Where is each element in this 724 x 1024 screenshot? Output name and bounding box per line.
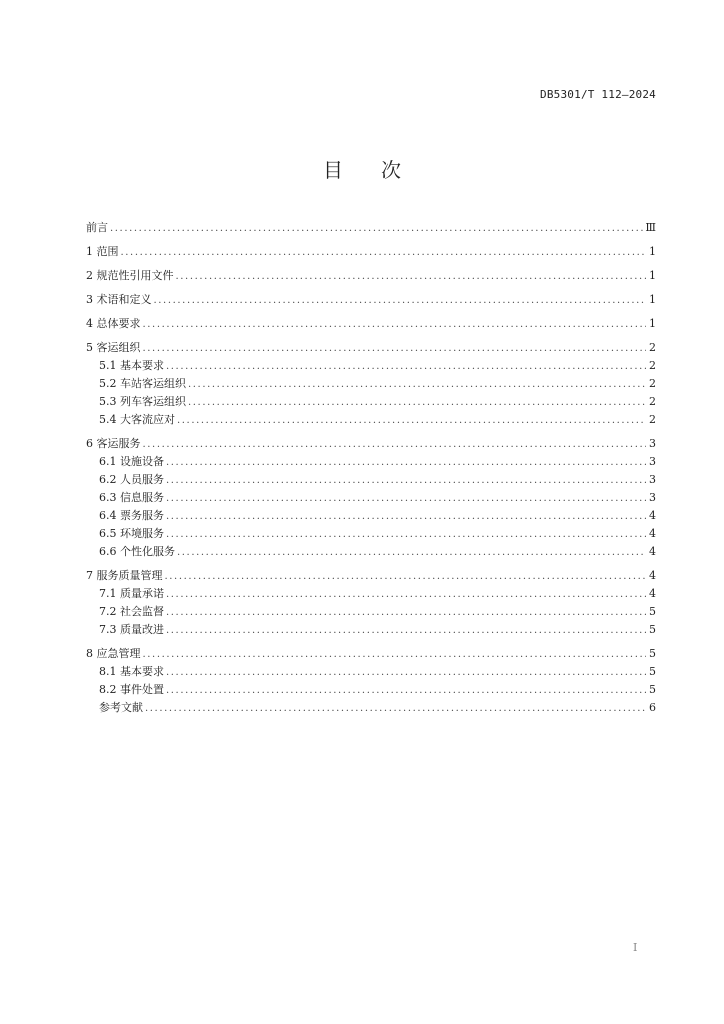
- toc-entry[interactable]: [86, 315, 656, 333]
- toc-entry-page: 2: [649, 413, 656, 426]
- toc-entry[interactable]: [86, 567, 656, 585]
- toc-leader-dots: [166, 625, 646, 636]
- toc-entry-page: 5: [649, 647, 656, 660]
- toc-entry-page: 4: [649, 545, 656, 558]
- toc-leader-dots: [177, 547, 646, 558]
- toc-entry-label: 4 总体要求: [86, 317, 141, 330]
- toc-entry[interactable]: [86, 393, 656, 411]
- toc-leader-dots: [166, 667, 646, 678]
- toc-entry-label: 7.2 社会监督: [99, 605, 164, 618]
- toc-leader-dots: [165, 571, 647, 582]
- toc-leader-dots: [166, 493, 646, 504]
- toc-leader-dots: [166, 361, 646, 372]
- toc-leader-dots: [166, 511, 646, 522]
- toc-entry[interactable]: [86, 663, 656, 681]
- toc-entry-label: 7 服务质量管理: [86, 569, 163, 582]
- toc-title-char-2: 次: [381, 158, 401, 182]
- toc-entry-label: 6.5 环境服务: [99, 527, 164, 540]
- toc-entry[interactable]: [86, 585, 656, 603]
- toc-entry-page: 6: [649, 701, 656, 714]
- toc-title: [0, 154, 724, 183]
- toc-entry-page: Ⅲ: [645, 221, 656, 234]
- toc-entry-label: 8 应急管理: [86, 647, 141, 660]
- toc-entry-label: 6.1 设施设备: [99, 455, 164, 468]
- toc-entry-page: 2: [649, 395, 656, 408]
- toc-entry[interactable]: [86, 525, 656, 543]
- toc-entry-label: 5.3 列车客运组织: [99, 395, 186, 408]
- toc-entry[interactable]: [86, 267, 656, 285]
- toc-entry[interactable]: [86, 243, 656, 261]
- toc-entry[interactable]: [86, 699, 656, 717]
- toc-title-char-1: 目: [323, 158, 343, 182]
- toc-entry[interactable]: [86, 621, 656, 639]
- toc-entry-page: 3: [649, 473, 656, 486]
- toc-entry-page: 5: [649, 605, 656, 618]
- toc-entry-label: 6 客运服务: [86, 437, 141, 450]
- table-of-contents: [86, 219, 656, 717]
- toc-entry-label: 参考文献: [99, 701, 143, 714]
- toc-leader-dots: [110, 223, 643, 234]
- toc-entry[interactable]: [86, 375, 656, 393]
- toc-leader-dots: [143, 439, 647, 450]
- toc-entry-label: 8.1 基本要求: [99, 665, 164, 678]
- toc-entry-label: 5.4 大客流应对: [99, 413, 175, 426]
- toc-entry-page: 4: [649, 569, 656, 582]
- toc-entry[interactable]: [86, 645, 656, 663]
- toc-entry-page: 5: [649, 683, 656, 696]
- toc-leader-dots: [154, 295, 647, 306]
- toc-entry-label: 2 规范性引用文件: [86, 269, 174, 282]
- toc-entry-page: 1: [649, 317, 656, 330]
- toc-entry-label: 7.3 质量改进: [99, 623, 164, 636]
- toc-entry-page: 2: [649, 377, 656, 390]
- toc-entry[interactable]: [86, 681, 656, 699]
- toc-leader-dots: [143, 343, 647, 354]
- toc-leader-dots: [177, 415, 646, 426]
- toc-leader-dots: [166, 529, 646, 540]
- toc-leader-dots: [166, 589, 646, 600]
- toc-leader-dots: [166, 475, 646, 486]
- toc-entry[interactable]: [86, 357, 656, 375]
- toc-leader-dots: [188, 397, 646, 408]
- toc-entry[interactable]: [86, 435, 656, 453]
- toc-entry-page: 4: [649, 509, 656, 522]
- toc-leader-dots: [166, 607, 646, 618]
- toc-leader-dots: [166, 457, 646, 468]
- toc-entry[interactable]: [86, 411, 656, 429]
- toc-entry-page: 1: [649, 245, 656, 258]
- toc-leader-dots: [166, 685, 646, 696]
- toc-entry[interactable]: [86, 453, 656, 471]
- toc-entry-page: 3: [649, 437, 656, 450]
- toc-entry-label: 1 范围: [86, 245, 119, 258]
- toc-entry[interactable]: [86, 219, 656, 237]
- toc-entry-page: 5: [649, 623, 656, 636]
- toc-leader-dots: [121, 247, 647, 258]
- document-code: DB5301/T 112—2024: [540, 88, 656, 101]
- toc-entry-label: 6.4 票务服务: [99, 509, 164, 522]
- toc-entry[interactable]: [86, 603, 656, 621]
- toc-entry[interactable]: [86, 489, 656, 507]
- toc-entry-label: 6.3 信息服务: [99, 491, 164, 504]
- toc-leader-dots: [176, 271, 647, 282]
- toc-entry[interactable]: [86, 543, 656, 561]
- toc-entry-label: 6.6 个性化服务: [99, 545, 175, 558]
- toc-entry-page: 4: [649, 527, 656, 540]
- toc-entry-label: 前言: [86, 221, 108, 234]
- toc-entry-page: 1: [649, 293, 656, 306]
- toc-leader-dots: [143, 649, 647, 660]
- toc-leader-dots: [188, 379, 646, 390]
- toc-entry-label: 6.2 人员服务: [99, 473, 164, 486]
- toc-entry-label: 8.2 事件处置: [99, 683, 164, 696]
- toc-leader-dots: [145, 703, 646, 714]
- toc-entry-page: 4: [649, 587, 656, 600]
- toc-entry-label: 3 术语和定义: [86, 293, 152, 306]
- toc-leader-dots: [143, 319, 647, 330]
- toc-entry-page: 5: [649, 665, 656, 678]
- toc-entry[interactable]: [86, 291, 656, 309]
- toc-entry-label: 5.2 车站客运组织: [99, 377, 186, 390]
- toc-entry-page: 3: [649, 455, 656, 468]
- toc-entry-page: 2: [649, 341, 656, 354]
- toc-entry-label: 7.1 质量承诺: [99, 587, 164, 600]
- page-number: I: [633, 941, 638, 954]
- toc-entry-page: 3: [649, 491, 656, 504]
- toc-entry[interactable]: [86, 471, 656, 489]
- toc-entry-page: 2: [649, 359, 656, 372]
- toc-entry-label: 5 客运组织: [86, 341, 141, 354]
- toc-entry-label: 5.1 基本要求: [99, 359, 164, 372]
- toc-entry-page: 1: [649, 269, 656, 282]
- toc-entry[interactable]: [86, 339, 656, 357]
- toc-entry[interactable]: [86, 507, 656, 525]
